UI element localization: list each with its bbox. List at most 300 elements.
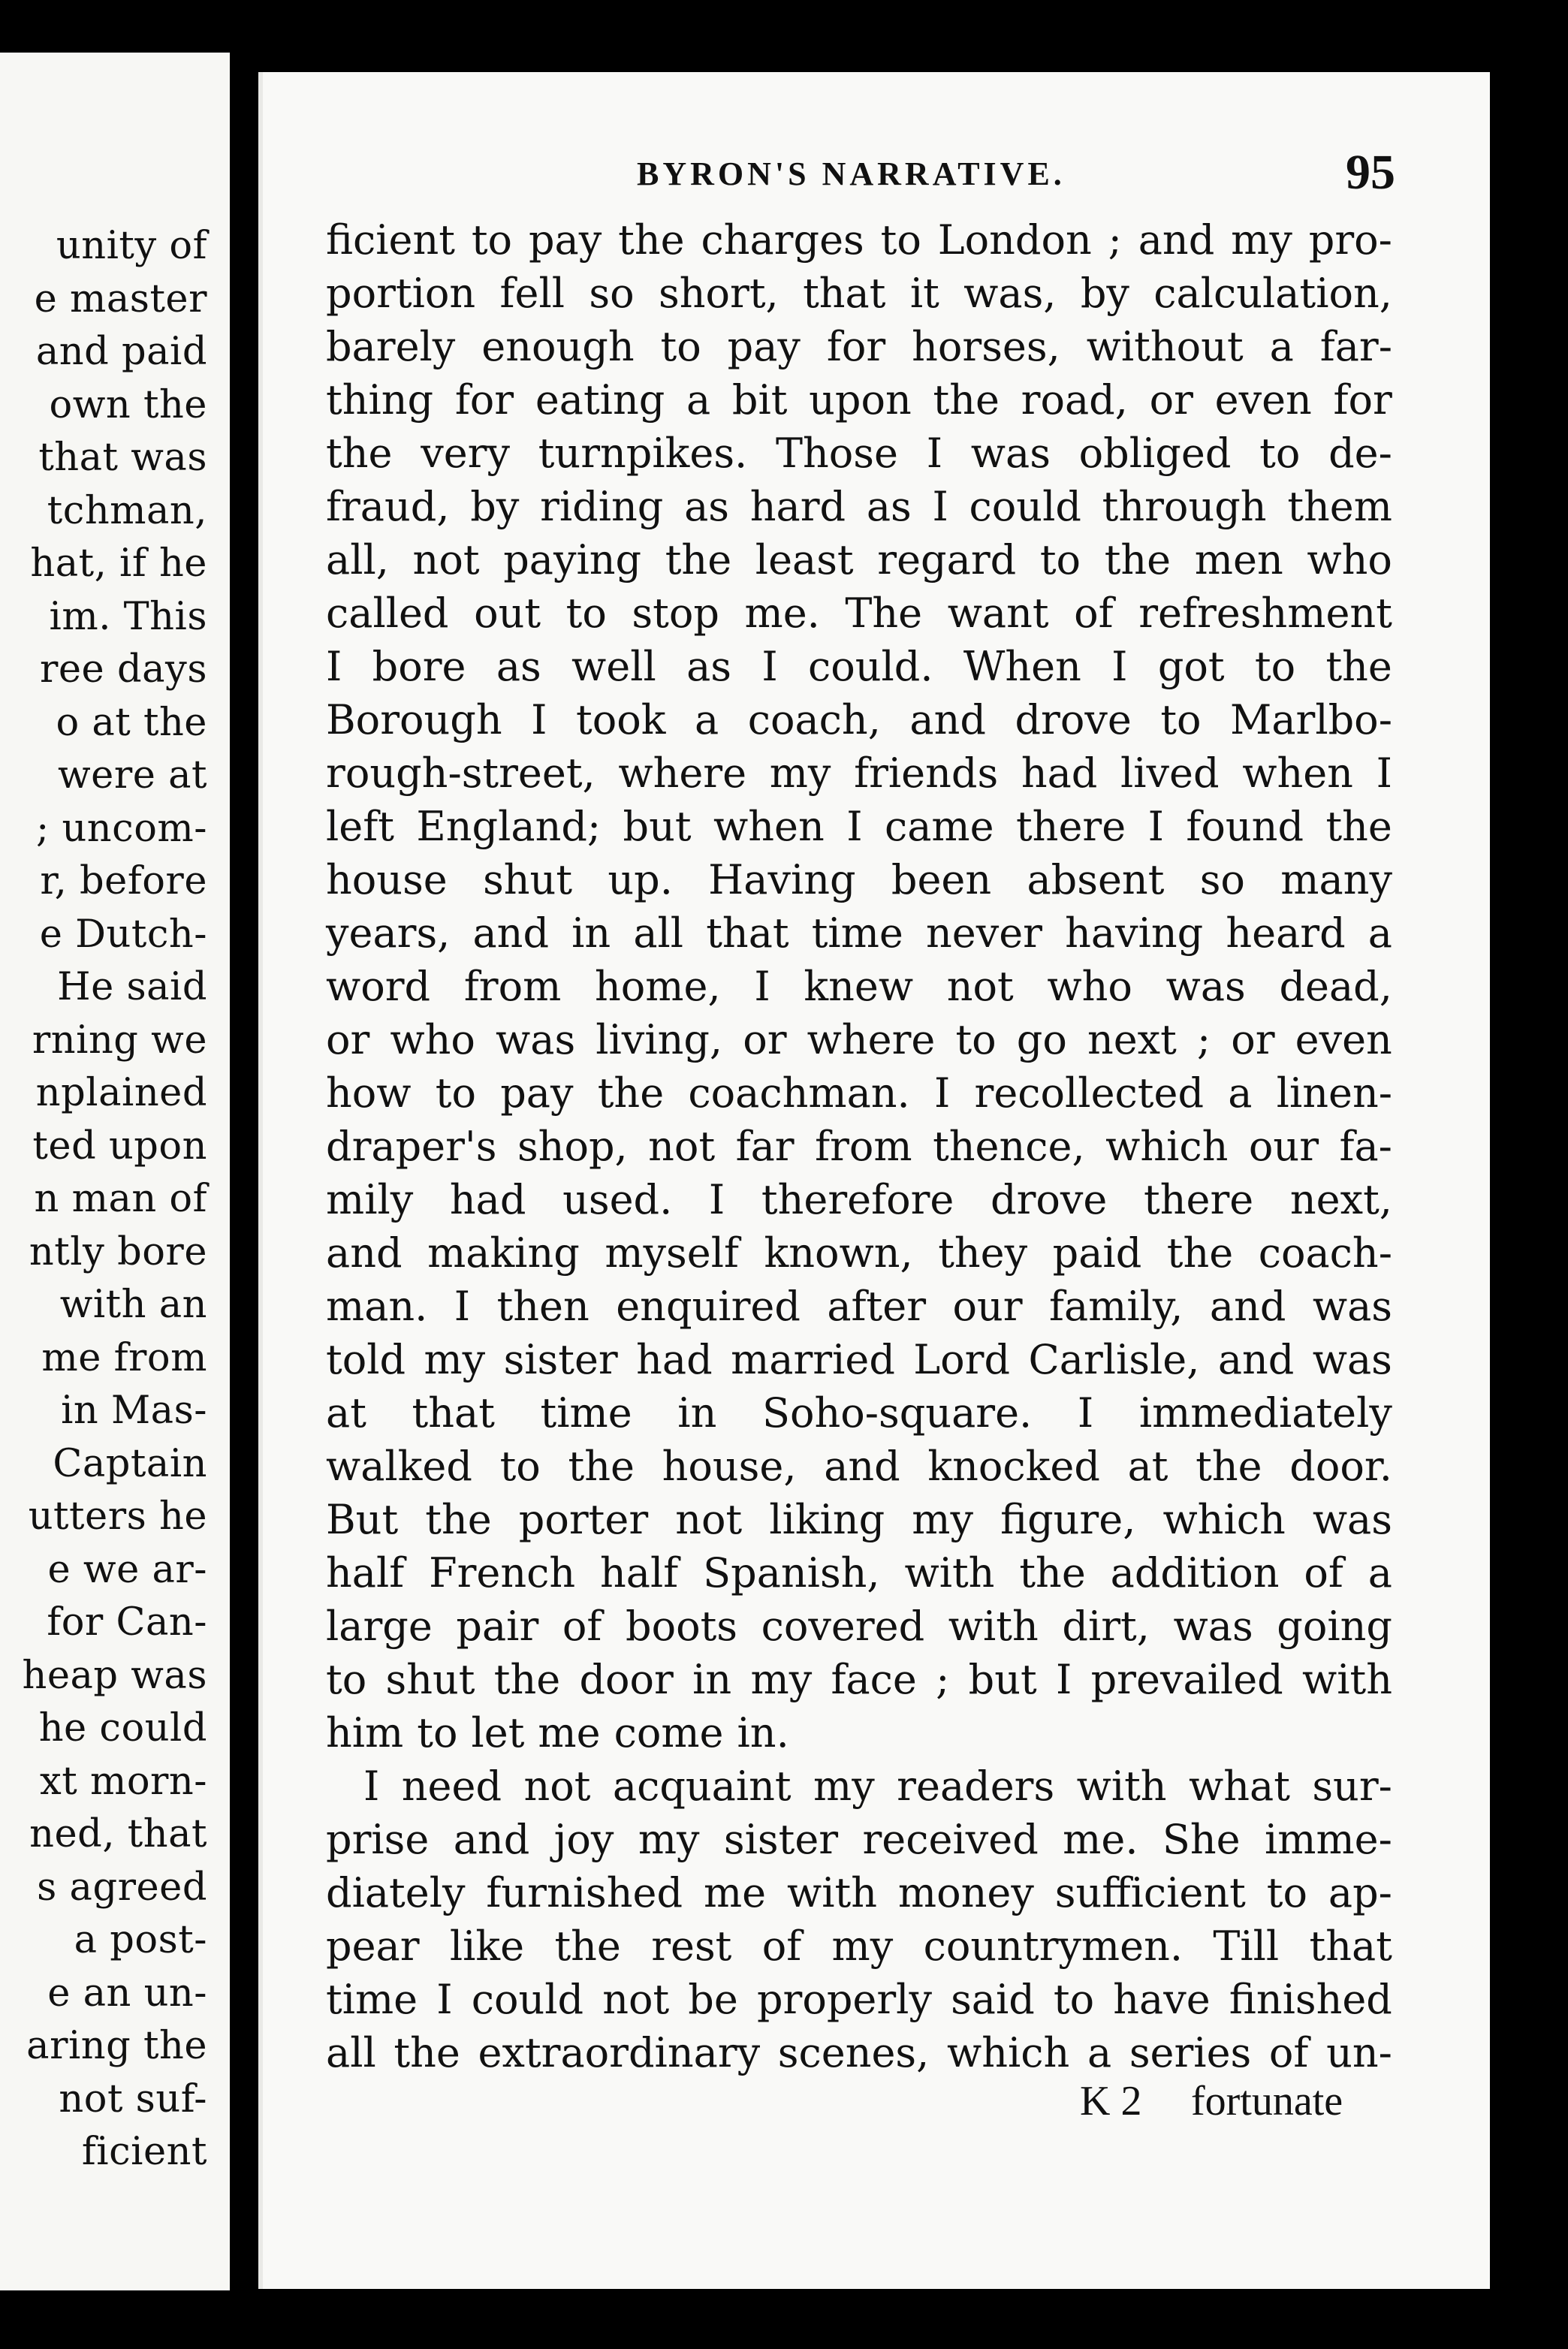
text-line — [326, 1866, 1392, 1919]
word: for — [454, 376, 514, 424]
word: to — [880, 216, 921, 264]
word: to — [1254, 643, 1296, 690]
book-page — [258, 72, 1490, 2289]
text-line — [326, 320, 1392, 373]
left-page-line: me from — [41, 1335, 207, 1380]
word: door — [579, 1656, 674, 1703]
word: bore — [372, 643, 466, 690]
word: the — [597, 1069, 665, 1117]
word: from — [815, 1123, 912, 1170]
word: fa- — [1339, 1123, 1392, 1170]
word: the — [1166, 1229, 1234, 1277]
word: which — [946, 2029, 1070, 2076]
word: the — [326, 430, 393, 477]
word: coachman. — [688, 1069, 910, 1117]
left-page-line: ree days — [40, 647, 207, 692]
word: acquaint — [612, 1763, 792, 1810]
word: got — [1157, 643, 1225, 690]
word: where — [807, 1016, 936, 1063]
text-line — [326, 1706, 1392, 1759]
word: after — [827, 1283, 927, 1330]
word: the — [394, 2029, 460, 2076]
word: as — [684, 483, 729, 530]
word: need — [401, 1763, 502, 1810]
word: a — [1367, 909, 1392, 957]
word: de- — [1328, 430, 1392, 477]
left-page-line: o at the — [56, 700, 207, 745]
word: to — [417, 1709, 458, 1756]
word: fraud, — [326, 483, 450, 530]
word: When — [963, 643, 1081, 690]
word: time — [326, 1976, 418, 2023]
word: the — [1019, 1549, 1086, 1597]
word: I — [933, 1069, 951, 1117]
word: road, — [1021, 376, 1128, 424]
word: want — [947, 590, 1049, 637]
word: un- — [1326, 2029, 1392, 2076]
word: I — [363, 1763, 380, 1810]
word: and — [1209, 1283, 1286, 1330]
word: had — [636, 1336, 713, 1383]
word: ; — [1196, 1016, 1211, 1063]
word: have — [1113, 1976, 1211, 2023]
word: sufficient — [1054, 1869, 1246, 1916]
word: portion — [326, 270, 476, 317]
left-page-line: tchman, — [47, 488, 207, 533]
word: never — [925, 909, 1042, 957]
word: could — [471, 1976, 584, 2023]
word: large — [326, 1603, 433, 1650]
left-page-line: he could — [38, 1706, 207, 1750]
text-line — [326, 586, 1392, 640]
word: prevailed — [1090, 1656, 1283, 1703]
word: myself — [605, 1229, 739, 1277]
word: I — [326, 643, 342, 690]
word: of — [1074, 590, 1114, 637]
text-line — [326, 213, 1392, 267]
word: series — [1129, 2029, 1252, 2076]
word: to — [1039, 536, 1081, 583]
word: they — [938, 1229, 1028, 1277]
word: how — [326, 1069, 412, 1117]
word: Lord — [913, 1336, 1011, 1383]
word: received — [862, 1816, 1039, 1863]
left-page-line: a post- — [74, 1918, 207, 1962]
word: that — [1309, 1922, 1392, 1970]
word: charges — [701, 216, 864, 264]
signature-mark: K 2 — [1080, 2078, 1142, 2124]
word: countrymen. — [923, 1922, 1184, 1970]
word: but — [623, 803, 692, 850]
word: the — [425, 1496, 492, 1543]
word: many — [1280, 856, 1392, 903]
word: could. — [807, 643, 933, 690]
text-line — [326, 2026, 1392, 2079]
text-line — [326, 1973, 1392, 2026]
word: She — [1162, 1816, 1241, 1863]
word: imme- — [1265, 1816, 1392, 1863]
word: from — [463, 963, 562, 1010]
word: living, — [596, 1016, 723, 1063]
word: with — [904, 1549, 995, 1597]
word: what — [1189, 1763, 1290, 1810]
text-line — [326, 853, 1392, 906]
word: to — [1266, 1869, 1307, 1916]
word: stop — [632, 590, 719, 637]
word: me — [538, 1709, 601, 1756]
word: been — [891, 856, 992, 903]
word: used. — [562, 1176, 673, 1223]
word: dead, — [1279, 963, 1392, 1010]
word: all — [633, 909, 684, 957]
word: riding — [540, 483, 664, 530]
word: the — [618, 216, 685, 264]
word: known, — [764, 1229, 913, 1277]
word: I — [1147, 803, 1164, 850]
word: thing — [326, 376, 434, 424]
word: readers — [897, 1763, 1055, 1810]
word: not — [412, 536, 480, 583]
text-line — [326, 267, 1392, 320]
word: addition — [1110, 1549, 1280, 1597]
word: I — [932, 483, 948, 530]
word: very — [421, 430, 510, 477]
word: me. — [744, 590, 820, 637]
text-line — [326, 1440, 1392, 1493]
left-page-line: aring the — [26, 2024, 207, 2068]
left-page-line: that was — [38, 436, 207, 480]
left-page-line: hat, if he — [30, 541, 207, 586]
word: finished — [1229, 1976, 1392, 2023]
text-line — [326, 373, 1392, 427]
word: them — [1287, 483, 1392, 530]
word: who — [1307, 536, 1392, 583]
text-line — [326, 1386, 1392, 1440]
word: draper's — [326, 1123, 497, 1170]
word: him — [326, 1709, 404, 1756]
word: covered — [761, 1603, 925, 1650]
left-page-line: e an un- — [47, 1971, 207, 2016]
word: when — [713, 803, 825, 850]
word: Spanish, — [703, 1549, 880, 1597]
word: joy — [553, 1816, 614, 1863]
left-page-line: e master — [34, 276, 207, 321]
word: sister — [723, 1816, 839, 1863]
word: with — [787, 1869, 877, 1916]
word: pay — [500, 1069, 574, 1117]
word: liking — [769, 1496, 885, 1543]
word: Having — [708, 856, 856, 903]
word: drove — [1015, 696, 1132, 743]
word: let — [471, 1709, 525, 1756]
word: ficient — [326, 216, 455, 264]
word: The — [845, 590, 923, 637]
left-page-line: ted upon — [32, 1123, 207, 1168]
running-head: BYRON'S NARRATIVE. — [637, 155, 1066, 192]
left-page-line: with an — [59, 1283, 207, 1327]
word: half — [600, 1549, 679, 1597]
word: to — [1053, 1976, 1095, 2023]
word: that — [803, 270, 886, 317]
left-page-line: unity of — [56, 224, 207, 268]
word: mily — [326, 1176, 414, 1223]
text-line — [326, 693, 1392, 746]
word: short, — [659, 270, 779, 317]
word: not — [602, 1976, 670, 2023]
word: time — [811, 909, 903, 957]
word: that — [412, 1389, 495, 1437]
word: the — [554, 1922, 621, 1970]
word: with — [1076, 1763, 1167, 1810]
word: ap- — [1328, 1869, 1392, 1916]
word: bit — [731, 376, 788, 424]
word: next — [1087, 1016, 1177, 1063]
word: prise — [326, 1816, 430, 1863]
text-line — [326, 1013, 1392, 1066]
left-page-line: not suf- — [59, 2076, 207, 2121]
left-page-line: ficient — [81, 2130, 207, 2174]
word: rest — [651, 1922, 732, 1970]
left-page-line: for Can- — [47, 1600, 207, 1645]
word: was — [970, 430, 1051, 477]
word: my — [750, 1656, 813, 1703]
word: ; — [1108, 216, 1122, 264]
word: was — [496, 1016, 576, 1063]
word: next, — [1289, 1176, 1392, 1223]
word: who — [1047, 963, 1132, 1010]
word: barely — [326, 323, 456, 370]
word: well — [571, 643, 656, 690]
word: hard — [749, 483, 846, 530]
word: dirt, — [1062, 1603, 1150, 1650]
text-line — [326, 960, 1392, 1013]
word: immediately — [1138, 1389, 1392, 1437]
left-page-line: im. This — [49, 594, 207, 639]
word: without — [1086, 323, 1244, 370]
word: in — [677, 1389, 717, 1437]
left-page-line: r, before — [40, 859, 207, 903]
word: I — [436, 1976, 453, 2023]
text-line — [326, 1600, 1392, 1653]
word: and — [453, 1816, 530, 1863]
left-page-line: s agreed — [37, 1865, 207, 1910]
left-page-line: utters he — [28, 1494, 207, 1539]
word: or — [743, 1016, 787, 1063]
word: came — [884, 803, 994, 850]
word: took — [576, 696, 666, 743]
word: all — [326, 2029, 376, 2076]
left-page-line: ned, that — [29, 1812, 207, 1856]
word: going — [1277, 1603, 1392, 1650]
word: walked — [326, 1443, 472, 1490]
word: to — [326, 1656, 367, 1703]
word: least — [755, 536, 854, 583]
left-page-line: xt morn- — [40, 1759, 207, 1804]
text-line — [326, 1919, 1392, 1973]
text-line — [326, 1280, 1392, 1333]
word: be — [688, 1976, 738, 2023]
word: properly — [756, 1976, 932, 2023]
word: Marlbo- — [1230, 696, 1392, 743]
word: there — [1144, 1176, 1254, 1223]
word: shop, — [517, 1123, 628, 1170]
left-page-line: e Dutch- — [39, 912, 207, 957]
word: porter — [518, 1496, 649, 1543]
word: me. — [1063, 1816, 1138, 1863]
word: then — [496, 1283, 590, 1330]
word: house — [326, 856, 448, 903]
word: the — [1325, 643, 1392, 690]
left-page-line: rning we — [32, 1018, 207, 1063]
text-line — [326, 480, 1392, 533]
word: at — [326, 1389, 366, 1437]
word: pro- — [1308, 216, 1392, 264]
word: having — [1065, 909, 1204, 957]
word: which — [1162, 1496, 1286, 1543]
word: men — [1194, 536, 1283, 583]
word: I — [454, 1283, 471, 1330]
word: of — [1304, 1549, 1343, 1597]
word: go — [1016, 1016, 1067, 1063]
word: of — [1268, 2029, 1309, 2076]
word: I — [1376, 749, 1392, 797]
word: fell — [499, 270, 565, 317]
word: Carlisle, — [1028, 1336, 1200, 1383]
word: furnished — [486, 1869, 683, 1916]
word: rough-street, — [326, 749, 596, 797]
left-page-line: and paid — [35, 330, 207, 374]
word: even — [1214, 376, 1312, 424]
word: Those — [775, 430, 898, 477]
word: had — [1021, 749, 1098, 797]
word: my — [769, 749, 831, 797]
text-line — [326, 746, 1392, 800]
word: the — [1104, 536, 1171, 583]
word: French — [429, 1549, 576, 1597]
word: which — [1105, 1123, 1229, 1170]
word: calculation, — [1153, 270, 1392, 317]
word: far — [735, 1123, 795, 1170]
word: a — [1367, 1549, 1392, 1597]
word: extraordinary — [478, 2029, 761, 2076]
word: was — [1312, 1496, 1392, 1543]
word: where — [618, 749, 747, 797]
text-line — [326, 1173, 1392, 1226]
word: so — [1199, 856, 1245, 903]
word: half — [326, 1549, 405, 1597]
word: in. — [737, 1709, 789, 1756]
word: in — [571, 909, 611, 957]
word: to — [1259, 430, 1301, 477]
word: figure, — [1000, 1496, 1136, 1543]
word: married — [731, 1336, 895, 1383]
word: friends — [854, 749, 999, 797]
word: far- — [1319, 323, 1392, 370]
word: and — [1217, 1336, 1295, 1383]
word: face — [831, 1656, 917, 1703]
word: England; — [416, 803, 602, 850]
word: could — [969, 483, 1081, 530]
word: coach, — [747, 696, 881, 743]
word: the — [933, 376, 1000, 424]
word: not — [648, 1123, 716, 1170]
word: come — [614, 1709, 724, 1756]
word: the — [568, 1443, 635, 1490]
word: the — [665, 536, 732, 583]
word: I — [1077, 1389, 1094, 1437]
word: making — [427, 1229, 580, 1277]
text-line — [326, 906, 1392, 960]
word: shut — [483, 856, 573, 903]
text-line — [326, 1120, 1392, 1173]
word: as — [866, 483, 912, 530]
word: pear — [326, 1922, 420, 1970]
word: left — [326, 803, 394, 850]
word: ; — [936, 1656, 950, 1703]
word: there — [1015, 803, 1126, 850]
text-line — [326, 1333, 1392, 1386]
word: money — [897, 1869, 1034, 1916]
text-line — [326, 1546, 1392, 1600]
word: as — [686, 643, 731, 690]
word: turnpikes. — [538, 430, 748, 477]
word: a — [686, 376, 711, 424]
word: paying — [503, 536, 642, 583]
body-text — [326, 213, 1392, 2079]
word: found — [1186, 803, 1304, 850]
word: the — [493, 1656, 561, 1703]
word: or — [1149, 376, 1193, 424]
word: in — [692, 1656, 732, 1703]
word: Borough — [326, 696, 502, 743]
word: the — [1325, 803, 1392, 850]
word: with — [1302, 1656, 1392, 1703]
word: my — [912, 1496, 973, 1543]
word: the — [1196, 1443, 1262, 1490]
word: time — [540, 1389, 632, 1437]
word: was — [1312, 1283, 1392, 1330]
word: scenes, — [777, 2029, 930, 2076]
left-page-line: own the — [49, 382, 207, 427]
word: and — [1138, 216, 1215, 264]
text-line — [326, 1813, 1392, 1866]
word: Soho-square. — [761, 1389, 1033, 1437]
word: my — [1231, 216, 1292, 264]
word: house, — [662, 1443, 797, 1490]
word: thence, — [933, 1123, 1085, 1170]
word: family, — [1049, 1283, 1184, 1330]
word: was — [1165, 963, 1246, 1010]
left-page-line: Captain — [53, 1441, 207, 1486]
word: or — [1231, 1016, 1275, 1063]
word: out — [474, 590, 541, 637]
left-page-line: heap was — [22, 1653, 207, 1698]
word: lived — [1120, 749, 1220, 797]
word: But — [326, 1496, 399, 1543]
word: my — [813, 1763, 875, 1810]
word: refreshment — [1138, 590, 1392, 637]
word: told — [326, 1336, 406, 1383]
word: by — [470, 483, 520, 530]
word: and — [824, 1443, 900, 1490]
word: even — [1295, 1016, 1392, 1063]
word: home, — [595, 963, 721, 1010]
word: to — [499, 1443, 541, 1490]
word: when — [1242, 749, 1353, 797]
word: linen- — [1276, 1069, 1392, 1117]
word: pair — [456, 1603, 539, 1650]
word: to — [471, 216, 513, 264]
